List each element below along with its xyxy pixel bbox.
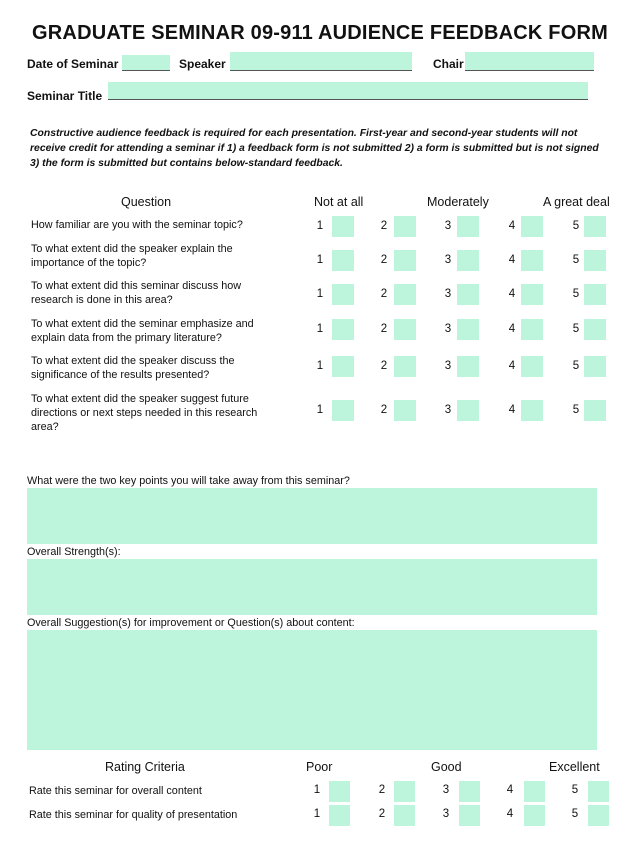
- credit-notice: Constructive audience feedback is required for each presentation. First-year and second-year students will not receive credit for attending a seminar if 1) a feedback form is not submitted 2) a form is submitted but is not signed 3) the form is submitted but contains below-standard feedback.: [30, 128, 599, 169]
- scale-number: 1: [316, 220, 324, 232]
- scale-number: 3: [444, 404, 452, 416]
- scale-number: 1: [313, 808, 321, 820]
- rating-checkbox[interactable]: [394, 356, 416, 377]
- form-title: GRADUATE SEMINAR 09-911 AUDIENCE FEEDBACK FORM: [32, 22, 608, 44]
- scale-number: 4: [508, 404, 516, 416]
- rating-checkbox[interactable]: [521, 250, 543, 271]
- scale-number: 4: [508, 288, 516, 300]
- rating-criterion-text: Rate this seminar for overall content: [29, 785, 202, 797]
- rating-checkbox[interactable]: [524, 805, 545, 826]
- scale-number: 5: [571, 784, 579, 796]
- date-field[interactable]: [122, 55, 170, 71]
- scale-number: 2: [380, 404, 388, 416]
- scale-number: 5: [571, 808, 579, 820]
- rating-checkbox[interactable]: [588, 805, 609, 826]
- scale-number: 5: [572, 288, 580, 300]
- scale-number: 2: [380, 288, 388, 300]
- scale-number: 2: [380, 254, 388, 266]
- chair-field[interactable]: [465, 52, 594, 71]
- scale-number: 1: [316, 404, 324, 416]
- scale-number: 3: [444, 323, 452, 335]
- scale-number: 3: [444, 254, 452, 266]
- scale-number: 2: [380, 220, 388, 232]
- rating-checkbox[interactable]: [332, 284, 354, 305]
- scale-number: 1: [316, 288, 324, 300]
- rating-checkbox[interactable]: [459, 781, 480, 802]
- scale-number: 4: [508, 220, 516, 232]
- rating-checkbox[interactable]: [584, 356, 606, 377]
- rating-checkbox[interactable]: [457, 356, 479, 377]
- rating-checkbox[interactable]: [332, 356, 354, 377]
- scale-number: 5: [572, 323, 580, 335]
- rating-checkbox[interactable]: [394, 781, 415, 802]
- scale-number: 4: [508, 323, 516, 335]
- scale-number: 4: [506, 784, 514, 796]
- scale-number: 4: [508, 360, 516, 372]
- rating-checkbox[interactable]: [332, 250, 354, 271]
- rating-checkbox[interactable]: [584, 400, 606, 421]
- rating-checkbox[interactable]: [332, 216, 354, 237]
- scale-high-header: A great deal: [543, 195, 610, 209]
- key-points-label: What were the two key points you will take away from this seminar?: [27, 475, 350, 487]
- suggestions-label: Overall Suggestion(s) for improvement or Question(s) about content:: [27, 617, 355, 629]
- question-column-header: Question: [121, 195, 172, 209]
- scale-number: 3: [442, 784, 450, 796]
- speaker-label: Speaker: [179, 57, 226, 71]
- scale-number: 3: [444, 288, 452, 300]
- rating-checkbox[interactable]: [329, 781, 350, 802]
- scale-number: 2: [378, 808, 386, 820]
- scale-number: 1: [313, 784, 321, 796]
- rating-checkbox[interactable]: [394, 805, 415, 826]
- scale-number: 1: [316, 323, 324, 335]
- scale-number: 1: [316, 360, 324, 372]
- rating-checkbox[interactable]: [521, 356, 543, 377]
- rating-checkbox[interactable]: [332, 319, 354, 340]
- suggestions-field[interactable]: [27, 630, 597, 750]
- seminar-title-field[interactable]: [108, 82, 588, 100]
- scale-number: 4: [508, 254, 516, 266]
- strengths-field[interactable]: [27, 559, 597, 615]
- scale-number: 3: [442, 808, 450, 820]
- speaker-field[interactable]: [230, 52, 412, 71]
- rating-checkbox[interactable]: [457, 284, 479, 305]
- scale-number: 5: [572, 360, 580, 372]
- scale-number: 4: [506, 808, 514, 820]
- seminar-title-label: Seminar Title: [27, 89, 103, 103]
- scale-number: 3: [444, 360, 452, 372]
- rating-high-header: Excellent: [549, 760, 600, 774]
- rating-checkbox[interactable]: [457, 319, 479, 340]
- rating-checkbox[interactable]: [521, 400, 543, 421]
- rating-checkbox[interactable]: [588, 781, 609, 802]
- rating-checkbox[interactable]: [584, 250, 606, 271]
- rating-criteria-header: Rating Criteria: [105, 760, 185, 774]
- date-label: Date of Seminar: [27, 57, 119, 71]
- rating-criterion-text: Rate this seminar for quality of presentation: [29, 809, 238, 821]
- rating-checkbox[interactable]: [329, 805, 350, 826]
- scale-number: 3: [444, 220, 452, 232]
- rating-checkbox[interactable]: [394, 400, 416, 421]
- rating-checkbox[interactable]: [521, 319, 543, 340]
- rating-checkbox[interactable]: [584, 216, 606, 237]
- rating-checkbox[interactable]: [457, 400, 479, 421]
- rating-mid-header: Good: [431, 760, 462, 774]
- scale-low-header: Not at all: [314, 195, 364, 209]
- rating-checkbox[interactable]: [332, 400, 354, 421]
- scale-number: 5: [572, 220, 580, 232]
- rating-checkbox[interactable]: [521, 284, 543, 305]
- rating-checkbox[interactable]: [584, 319, 606, 340]
- rating-checkbox[interactable]: [394, 216, 416, 237]
- question-text: To what extent did the speaker discuss the significance of the results presented?: [31, 355, 235, 381]
- scale-number: 5: [572, 404, 580, 416]
- strengths-label: Overall Strength(s):: [27, 546, 121, 558]
- key-points-field[interactable]: [27, 488, 597, 544]
- scale-number: 5: [572, 254, 580, 266]
- rating-checkbox[interactable]: [394, 284, 416, 305]
- rating-checkbox[interactable]: [459, 805, 480, 826]
- question-text: How familiar are you with the seminar topic?: [31, 219, 243, 231]
- question-text: To what extent did the speaker explain the importance of the topic?: [31, 243, 233, 269]
- scale-number: 1: [316, 254, 324, 266]
- question-text: To what extent did this seminar discuss how research is done in this area?: [31, 280, 242, 306]
- question-text: To what extent did the seminar emphasize and explain data from the primary literature?: [31, 318, 254, 344]
- scale-number: 2: [380, 360, 388, 372]
- scale-mid-header: Moderately: [427, 195, 489, 209]
- scale-number: 2: [380, 323, 388, 335]
- rating-checkbox[interactable]: [457, 250, 479, 271]
- rating-checkbox[interactable]: [394, 319, 416, 340]
- chair-label: Chair: [433, 57, 464, 71]
- rating-checkbox[interactable]: [521, 216, 543, 237]
- rating-checkbox[interactable]: [524, 781, 545, 802]
- rating-low-header: Poor: [306, 760, 333, 774]
- rating-checkbox[interactable]: [394, 250, 416, 271]
- question-text: To what extent did the speaker suggest future directions or next steps needed in this research area?: [31, 393, 258, 433]
- rating-checkbox[interactable]: [457, 216, 479, 237]
- rating-checkbox[interactable]: [584, 284, 606, 305]
- scale-number: 2: [378, 784, 386, 796]
